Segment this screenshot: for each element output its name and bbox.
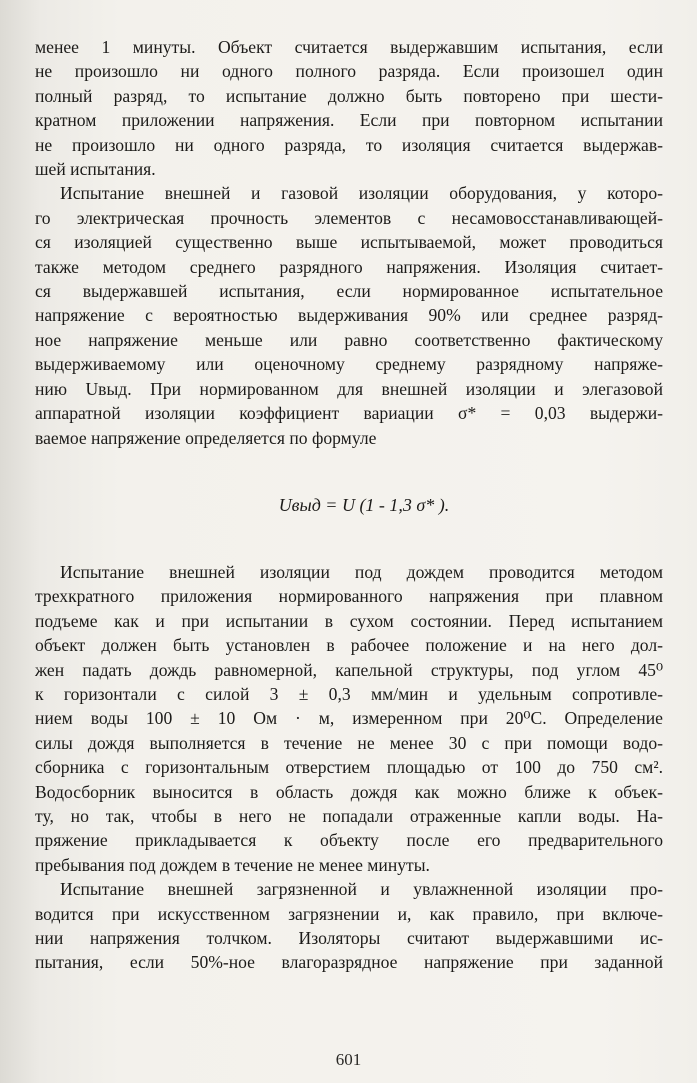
paragraph-3 — [35, 560, 663, 877]
text-line: го электрическая прочность элементов с несамовосстанавливающей- — [35, 207, 663, 228]
text-line: объект должен быть установлен в рабочее положение и на него дол- — [35, 635, 663, 656]
paragraph-2 — [35, 181, 663, 449]
text-line: нии напряжения толчком. Изоляторы считают выдержавшими ис- — [35, 928, 663, 948]
text-line: не произошло ни одного разряда, то изоляция считается выдержав- — [35, 134, 663, 155]
text-line: нием воды 100 ± 10 Ом · м, измеренном при 20⁰С. Определение — [35, 708, 663, 729]
text-line: сборника с горизонтальным отверстием площадью от 100 до 750 см². — [35, 757, 663, 778]
text-line: к горизонтали с силой 3 ± 0,3 мм/мин и удельным сопротивле- — [35, 683, 663, 704]
text-line: ся изоляцией существенно выше испытываемой, может проводиться — [35, 232, 663, 253]
text-line: Испытание внешней и газовой изоляции оборудования, у которо- — [60, 183, 663, 204]
text-line: Испытание внешней изоляции под дождем проводится методом — [60, 561, 663, 582]
text-line: кратном приложении напряжения. Если при повторном испытании — [35, 110, 663, 131]
text-line: не произошло ни одного полного разряда. Если произошел один — [35, 61, 663, 82]
text-line: пытания, если 50%-ное влагоразрядное напряжение при заданной — [35, 952, 663, 973]
text-line: ваемое напряжение определяется по формуле — [35, 427, 377, 448]
text-line: выдерживаемому или оценочному среднему разрядному напряже- — [35, 354, 663, 375]
text-line: подъеме как и при испытании в сухом состоянии. Перед испытанием — [35, 610, 663, 631]
text-line: силы дождя выполняется в течение не менее 30 с при помощи водо- — [35, 732, 663, 753]
text-line: трехкратного приложения нормированного напряжения при плавном — [35, 586, 663, 607]
text-line: пребывания под дождем в течение не менее минуты. — [35, 854, 430, 875]
text-line: водится при искусственном загрязнении и, как правило, при включе- — [35, 903, 663, 924]
text-line: менее 1 минуты. Объект считается выдержавшим испытания, если — [35, 37, 663, 57]
paragraph-1 — [35, 35, 663, 181]
text-line: Водосборник выносится в область дождя как можно ближе к объек- — [35, 781, 663, 802]
text-line: ту, но так, чтобы в него не попадали отраженные капли воды. На- — [35, 805, 663, 826]
text-line: Испытание внешней загрязненной и увлажненной изоляции про- — [60, 879, 663, 900]
formula-u-withstand: Uвыд = U (1 - 1,3 σ* ). — [278, 494, 450, 515]
text-line: нию Uвыд. При нормированном для внешней изоляции и элегазовой — [35, 378, 663, 399]
text-line: также методом среднего разрядного напряжения. Изоляция считает- — [35, 256, 663, 277]
page-number: 601 — [335, 1050, 362, 1069]
text-line: ное напряжение меньше или равно соответственно фактическому — [35, 329, 663, 350]
paragraph-4 — [35, 877, 663, 975]
text-line: полный разряд, то испытание должно быть повторено при шести- — [35, 85, 663, 106]
text-line: жен падать дождь равномерной, капельной структуры, под углом 45⁰ — [35, 659, 663, 680]
text-line: ся выдержавшей испытания, если нормированное испытательное — [35, 281, 663, 302]
text-line: шей испытания. — [35, 159, 156, 180]
text-line: аппаратной изоляции коэффициент вариации σ* = 0,03 выдержи- — [35, 403, 663, 424]
text-line: напряжение с вероятностью выдерживания 90% или среднее разряд- — [35, 305, 663, 326]
text-line: пряжение прикладывается к объекту после его предварительного — [35, 830, 663, 851]
page-body-text — [35, 35, 663, 975]
